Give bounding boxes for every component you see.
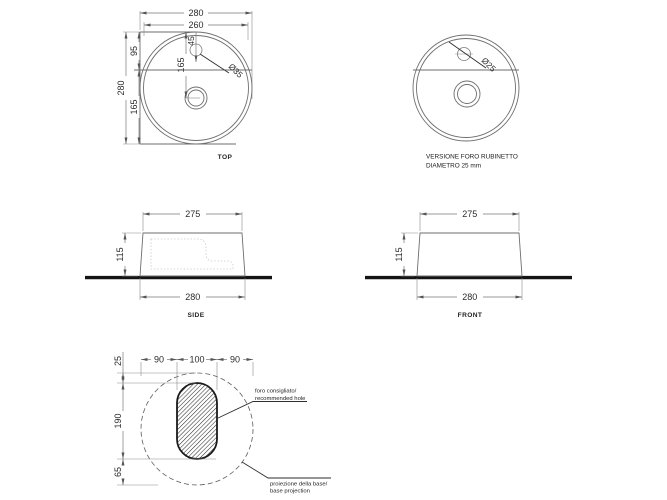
top-view [116,8,252,161]
note-hole-english: recommended hole [255,396,306,402]
note-base-english: base projection [270,488,310,495]
recommended-hole-leader [216,402,307,420]
note-base-italian: proiezione della base/ [270,481,328,488]
dim-width-inner: 260 [188,20,204,31]
dim-bottom-width: 280 [462,292,478,303]
dim-top-to-waterline: 95 [129,45,139,57]
faucet-diameter-leader [449,42,486,68]
base-projection-view [113,352,331,495]
side-body-outline [140,233,245,276]
front-view-label: FRONT [457,312,483,319]
faucet-version-view [413,35,519,170]
base-projection-leader [242,462,331,478]
side-view-label: SIDE [187,312,205,319]
dim-top-width: 275 [185,209,201,220]
front-view [365,209,572,319]
dim-left: 90 [153,354,165,365]
dim-hole-diameter: Ø25 [479,55,499,74]
faucet-version-caption-line2: DIAMETRO 25 mm [426,162,482,170]
dim-drain-offset: 165 [176,57,186,73]
dim-bottom-width: 280 [185,292,201,303]
dim-hole-offset: 45 [186,36,196,46]
front-body-outline [417,233,522,276]
dim-right: 90 [229,354,241,365]
drain-inner-circle [458,85,477,104]
dim-top-gap: 25 [113,355,123,367]
dim-bottom-gap: 65 [113,466,123,478]
dim-height: 115 [394,247,404,262]
top-view-label: TOP [217,154,233,161]
dim-hole-length: 190 [113,413,123,429]
faucet-version-caption-line1: VERSIONE FORO RUBINETTO [426,153,518,161]
dim-hole-diameter: Ø35 [226,61,246,80]
dim-top-width: 275 [462,209,478,220]
dim-height: 115 [115,247,125,262]
recommended-hole-shape [177,383,217,459]
basin-outer-rim-circle [413,35,519,141]
side-hidden-profile [151,239,233,269]
note-hole-italian: foro consigliato/ [255,388,297,395]
dim-center: 100 [189,354,205,365]
dim-width-outer: 280 [188,8,204,19]
dim-height: 280 [116,80,126,96]
side-view [85,209,272,319]
dim-waterline-to-bottom: 165 [129,99,139,115]
basin-inner-rim-circle [417,39,516,138]
